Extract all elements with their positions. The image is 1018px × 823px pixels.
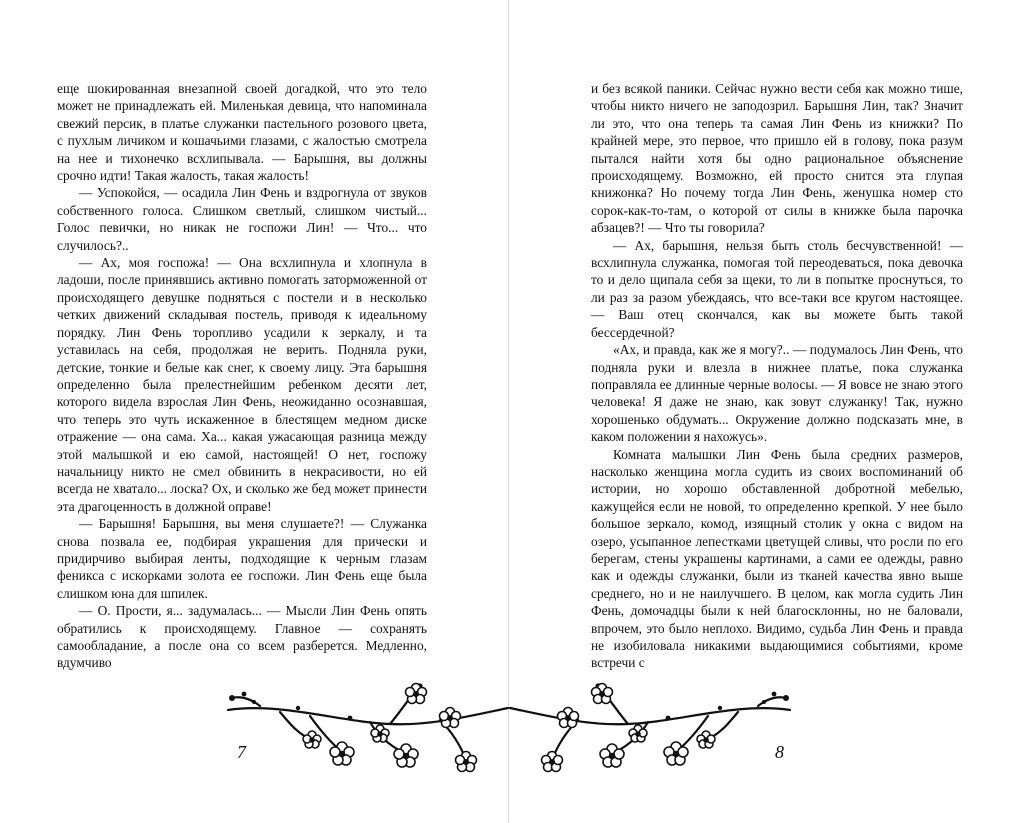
paragraph: и без всякой паники. Сейчас нужно вести себя как можно тише, чтобы никто ничего не заподозрил. Барышня Лин, так? Значит ли это, что она теперь та самая Лин Фень из книжки? По крайней мере, это первое, что пришло ей в голову, пока разум пытался найти хотя бы одно рациональное объяснение происходящему. Возможно, ей просто снится эта глупая книжонка? Но почему тогда Лин Фень, женушка номер сто сорок-как-то-там, о которой от силы в книжке была парочка абзацев?! — Что ты говорила? — [591, 81, 963, 236]
paragraph: — Ах, моя госпожа! — Она всхлипнула и хлопнула в ладоши, после принявшись активно помогать заторможенной от происходящего девушке подняться с постели и в несколько четких движений складывая постель, приводя к идеальному порядку. Лин Фень торопливо усадили к зеркалу, и та уставилась на себя, продолжая не верить. Подняла руки, детские, тонкие и белые как снег, к своему лицу. Эта барышня определенно была прелестнейшим ребенком десяти лет, которого видела взрослая Лин Фень, неожиданно осознавшая, что теперь это чуть искаженное в блестящем медном диске отражение — она сама. Ха... какая ужасающая разница между этой малышкой и ею самой, настоящей! О нет, госпожу начальницу никто не смел обвинить в некрасивости, но ей всегда не хватало... лоска? Ох, и сколько же бед может принести эта драгоценность в должной оправе! — [57, 255, 427, 514]
paragraph: Комната малышки Лин Фень была средних размеров, насколько женщина могла судить из своих воспоминаний об истории, но хорошо обставленной добротной мебелью, кажущейся если не новой, то определенно крепкой. У нее было большое зеркало, комод, изящный столик у окна с видом на озеро, усыпанное лепестками цветущей сливы, что росли по его берегам, стены украшены картинами, а сами ее одежды, равно как и одежды служанки, были из тканей качества явно выше среднего, но и не наилучшего. В целом, как могла судить Лин Фень, домочадцы были к ней благосклонны, но не баловали, впрочем, это было неплохо. Видимо, судьба Лин Фень и правда не изобиловала никакими выдающимися событиями, кроме встречи с — [591, 446, 963, 671]
page-number-right: 8 — [775, 742, 784, 762]
plum-blossom-branch-ornament — [220, 672, 510, 782]
paragraph: — Ах, барышня, нельзя быть столь бесчувственной! — всхлипнула служанка, помогая той переодеваться, пока девочка то и дело щипала себя за щеки, то ли в попытке проснуться, то ли раз за разом убеждаясь, что все-таки все кругом настоящее. — Ваш отец скончался, как вы можете быть такой бессердечной? — [591, 237, 963, 340]
paragraph: — Успокойся, — осадила Лин Фень и вздрогнула от звуков собственного голоса. Слишком светлый, слишком чистый... Голос певички, но никак не госпожи Лин! — Что... что случилось?.. — [57, 185, 427, 253]
paragraph: еще шокированная внезапной своей догадкой, что это тело может не принадлежать ей. Миленькая девица, что напоминала свежий персик, в платье служанки пастельного розового цвета, с пухлым личиком и кошачьими глазами, с жалостью смотрела на нее и тихонечко всхлипывала. — Барышня, вы должны срочно идти! Такая жалость, такая жалость! — [57, 81, 427, 184]
plum-blossom-branch-ornament-mirrored — [508, 672, 798, 782]
right-page-text — [591, 80, 963, 672]
paragraph: — Барышня! Барышня, вы меня слушаете?! — Служанка снова позвала ее, подбирая украшения для прически и придирчиво выбирая ленты, подходящие к черным глазам феникса с искорками золота ее госпожи. Лин Фень еще была слишком юна для шпилек. — [57, 516, 427, 601]
paragraph: — О. Прости, я... задумалась... — Мысли Лин Фень опять обратились к происходящему. Главное — сохранять самообладание, а после она со всем разберется. Медленно, вдумчиво — [57, 603, 427, 671]
left-page-text — [57, 80, 427, 672]
page-number-left: 7 — [237, 742, 246, 762]
paragraph: «Ах, и правда, как же я могу?.. — подумалось Лин Фень, что подняла руки и влезла в нижнее платье, пока служанка поправляла ее длинные черные волосы. — Я вовсе не знаю этого человека! Я даже не знаю, как зовут служанку! Так, нужно хорошенько обдумать... Окружение должно подсказать мне, в каком положении я нахожусь». — [591, 342, 963, 445]
